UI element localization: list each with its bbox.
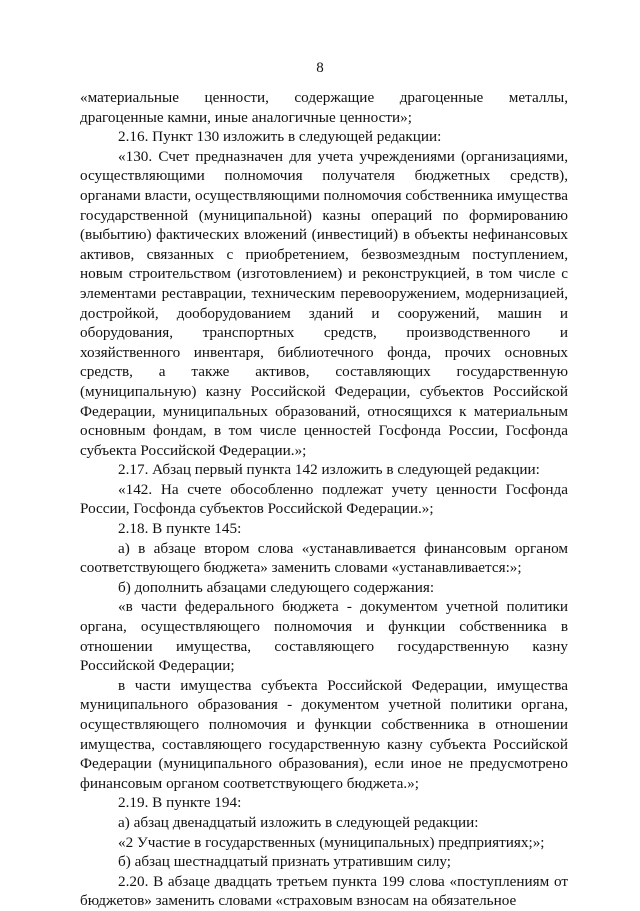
paragraph: б) дополнить абзацами следующего содержания: <box>118 578 435 596</box>
paragraph: «2 Участие в государственных (муниципальных) предприятиях;»; <box>118 833 545 851</box>
paragraph: б) абзац шестнадцатый признать утратившим силу; <box>118 853 452 871</box>
paragraph: в части имущества субъекта Российской Федерации, имущества муниципального образования - документом учетной политики органа, осуществляющего полномочия и функции собственника в отношении имущества, составляющего государственную казну субъекта Российской Федерации (муниципального образования), если иное не предусмотрено финансовым органом соответствующего бюджета.»; <box>80 676 568 792</box>
paragraph: 2.20. В абзаце двадцать третьем пункта 199 слова «поступлениям от бюджетов» заменить словами «страховым взносам на обязательное <box>80 872 568 910</box>
paragraph: а) в абзаце втором слова «устанавливается финансовым органом соответствующего бюджета» заменить словами «устанавливается:»; <box>80 539 568 577</box>
paragraph: 2.19. В пункте 194: <box>118 794 242 812</box>
paragraph: «материальные ценности, содержащие драгоценные металлы, драгоценные камни, иные аналогичные ценности»; <box>80 89 568 126</box>
page-number: 8 <box>316 60 324 76</box>
paragraph: 2.18. В пункте 145: <box>118 520 242 538</box>
paragraph: а) абзац двенадцатый изложить в следующей редакции: <box>118 813 479 831</box>
paragraph: «130. Счет предназначен для учета учреждениями (организациями, осуществляющими полномочия получателя бюджетных средств), органами власти, осуществляющими полномочия собственника имущества государственной (муниципальной) казны операций по формированию (выбытию) фактических вложений (инвестиций) в объекты нефинансовых активов, связанных с приобретением, безвозмездным поступлением, новым строительством (изготовлением) и реконструкцией, в том числе с элементами реставрации, техническим перевооружением, модернизацией, достройкой, дооборудованием зданий и сооружений, машин и оборудования, транспортных средств, производственного и хозяйственного инвентаря, библиотечного фонда, прочих основных средств, а также активов, составляющих государственную (муниципальную) казну Российской Федерации, субъектов Российской Федерации, муниципальных образований, относящихся к материальным основным фондам, в том числе ценностей Госфонда России, Госфонда субъекта Российской Федерации.»; <box>80 147 568 459</box>
paragraph: 2.17. Абзац первый пункта 142 изложить в следующей редакции: <box>118 461 540 479</box>
document-body <box>80 88 568 911</box>
paragraph: 2.16. Пункт 130 изложить в следующей редакции: <box>118 128 442 146</box>
paragraph: «в части федерального бюджета - документом учетной политики органа, осуществляющего полномочия и функции собственника в отношении имущества, составляющего государственную казну Российской Федерации; <box>80 598 568 675</box>
paragraph: «142. На счете обособленно подлежат учету ценности Госфонда России, Госфонда субъектов Российской Федерации.»; <box>80 480 568 518</box>
